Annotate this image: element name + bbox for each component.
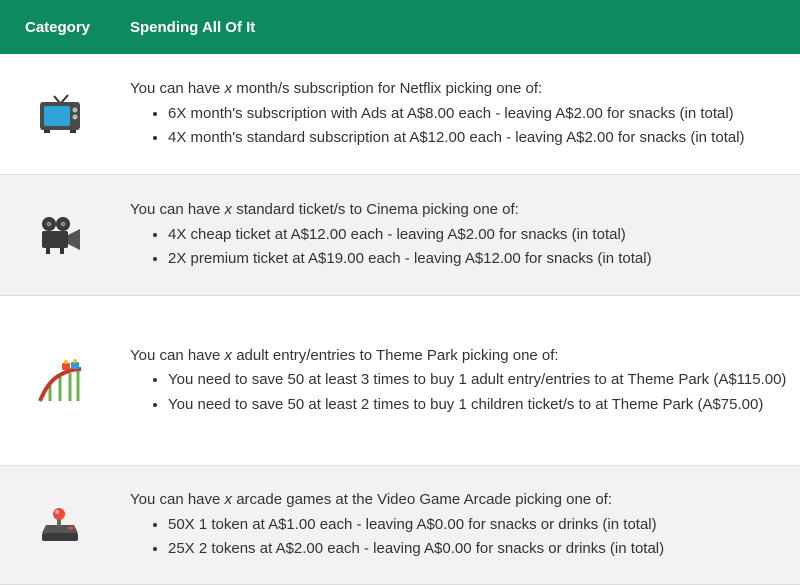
table-row-theme-park (0, 296, 800, 466)
table-row-cinema (0, 175, 800, 296)
row-content (130, 77, 800, 151)
option-item: • 25X 2 tokens at A$2.00 each - leaving A$0.00 for snacks or drinks (in total) (168, 537, 792, 562)
options-list (130, 513, 792, 562)
spending-column-header: Spending All Of It (130, 18, 256, 36)
options-list (130, 223, 792, 272)
option-item: • 6X month's subscription with Ads at A$8.00 each - leaving A$2.00 for snacks (in total) (168, 102, 792, 127)
option-item: • 50X 1 token at A$1.00 each - leaving A$0.00 for snacks or drinks (in total) (168, 513, 792, 538)
option-item: • You need to save 50 at least 3 times to buy 1 adult entry/entries to at Theme Park (A$115.00) (168, 368, 792, 393)
option-item: • 4X cheap ticket at A$12.00 each - leaving A$2.00 for snacks (in total) (168, 223, 792, 248)
option-item: • 2X premium ticket at A$19.00 each - leaving A$12.00 for snacks (in total) (168, 247, 792, 272)
row-content (130, 344, 800, 418)
row-intro: You can have x arcade games at the Video Game Arcade picking one of: (130, 491, 612, 509)
row-intro: You can have x adult entry/entries to Theme Park picking one of: (130, 346, 559, 364)
row-content (130, 198, 800, 272)
option-item: • You need to save 50 at least 2 times to buy 1 children ticket/s to at Theme Park (A$75.00) (168, 393, 792, 418)
row-intro: You can have x month/s subscription for Netflix picking one of: (130, 80, 543, 98)
options-list (130, 102, 792, 151)
table-row-netflix (0, 54, 800, 175)
table-header (0, 0, 800, 54)
category-column-header: Category (25, 18, 91, 36)
joystick-icon (0, 505, 130, 545)
row-content (130, 488, 800, 562)
options-list (130, 368, 792, 417)
option-item: • 4X month's standard subscription at A$12.00 each - leaving A$2.00 for snacks (in total) (168, 126, 792, 151)
table-row-arcade (0, 466, 800, 585)
movie-camera-icon (0, 215, 130, 255)
roller-coaster-icon (0, 359, 130, 403)
row-intro: You can have x standard ticket/s to Cinema picking one of: (130, 201, 519, 219)
television-icon (0, 94, 130, 134)
